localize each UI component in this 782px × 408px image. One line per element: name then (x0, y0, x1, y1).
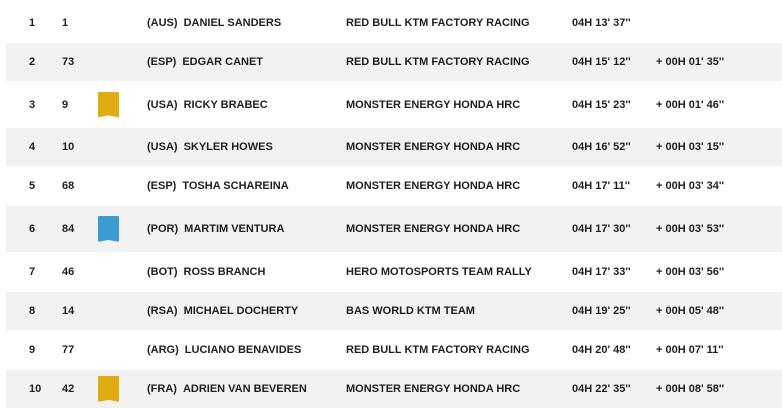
table-row[interactable] (6, 370, 782, 408)
team-name: MONSTER ENERGY HONDA HRC (346, 141, 521, 153)
badge-cell (98, 370, 119, 408)
rider-name: SKYLER HOWES (183, 141, 273, 153)
position: 9 (29, 344, 36, 356)
rider-name: ROSS BRANCH (183, 266, 266, 278)
nationality: (BOT) (147, 266, 178, 278)
rider-number: 1 (62, 16, 69, 29)
team-name: MONSTER ENERGY HONDA HRC (346, 383, 521, 395)
nationality: (AUS) (147, 16, 178, 29)
rider-number: 77 (62, 344, 75, 356)
time: 04H 19' 25'' (572, 305, 631, 317)
position: 7 (29, 266, 36, 278)
table-row[interactable] (6, 43, 782, 81)
team-name: MONSTER ENERGY HONDA HRC (346, 98, 521, 111)
nationality: (RSA) (147, 305, 178, 317)
time: 04H 20' 48'' (572, 344, 631, 356)
gap: + 00H 07' 11'' (656, 344, 724, 356)
position: 2 (29, 56, 36, 68)
rider (147, 128, 273, 166)
rider-name: ADRIEN VAN BEVEREN (182, 383, 307, 395)
position: 6 (29, 223, 36, 235)
nationality: (POR) (147, 223, 179, 235)
rider-number: 73 (62, 56, 75, 68)
yellow-flag-icon (98, 376, 119, 402)
rider-name: MICHAEL DOCHERTY (183, 305, 299, 317)
position: 5 (29, 180, 36, 192)
table-row[interactable] (6, 4, 782, 41)
team-name: BAS WORLD KTM TEAM (346, 305, 475, 317)
rider-number: 68 (62, 180, 75, 192)
nationality: (USA) (147, 98, 178, 111)
rider-number: 14 (62, 305, 75, 317)
rider (147, 331, 301, 369)
time: 04H 17' 30'' (572, 223, 631, 235)
team-name: RED BULL KTM FACTORY RACING (346, 344, 530, 356)
position: 3 (29, 98, 36, 111)
gap: + 00H 03' 56'' (656, 266, 725, 278)
position: 4 (29, 141, 36, 153)
time: 04H 17' 11'' (572, 180, 631, 192)
rider (147, 82, 268, 127)
rider-number: 42 (62, 383, 75, 395)
badge-cell (98, 206, 119, 252)
nationality: (FRA) (147, 383, 177, 395)
nationality: (USA) (147, 141, 178, 153)
rider-name: DANIEL SANDERS (183, 16, 282, 29)
rider (147, 206, 284, 252)
time: 04H 22' 35'' (572, 383, 631, 395)
gap: + 00H 03' 15'' (656, 141, 725, 153)
gap: + 00H 01' 46'' (656, 98, 725, 111)
rider (147, 253, 265, 291)
gap: + 00H 03' 53'' (656, 223, 725, 235)
table-row[interactable] (6, 253, 782, 291)
yellow-flag-icon (98, 92, 119, 118)
time: 04H 13' 37'' (572, 16, 631, 29)
gap: + 00H 08' 58'' (656, 383, 725, 395)
table-row[interactable] (6, 167, 782, 205)
nationality: (ARG) (147, 344, 179, 356)
rider-name: TOSHA SCHAREINA (182, 180, 289, 192)
rider-name: LUCIANO BENAVIDES (184, 344, 302, 356)
gap: + 00H 05' 48'' (656, 305, 725, 317)
time: 04H 15' 12'' (572, 56, 631, 68)
team-name: RED BULL KTM FACTORY RACING (346, 56, 530, 68)
team-name: RED BULL KTM FACTORY RACING (346, 16, 530, 29)
rider-number: 84 (62, 223, 75, 235)
rider-number: 10 (62, 141, 75, 153)
rider-number: 9 (62, 98, 69, 111)
team-name: HERO MOTOSPORTS TEAM RALLY (346, 266, 532, 278)
gap: + 00H 03' 34'' (656, 180, 725, 192)
time: 04H 15' 23'' (572, 98, 631, 111)
table-row[interactable] (6, 128, 782, 166)
time: 04H 17' 33'' (572, 266, 631, 278)
table-row[interactable] (6, 82, 782, 127)
badge-cell (98, 82, 119, 127)
blue-flag-icon (98, 216, 119, 242)
rider (147, 167, 289, 205)
rider (147, 43, 263, 81)
rider (147, 370, 307, 408)
nationality: (ESP) (147, 180, 177, 192)
table-row[interactable] (6, 331, 782, 369)
rider (147, 292, 298, 330)
position: 1 (29, 16, 36, 29)
position: 10 (29, 383, 42, 395)
table-row[interactable] (6, 206, 782, 252)
position: 8 (29, 305, 36, 317)
rider-number: 46 (62, 266, 75, 278)
table-row[interactable] (6, 292, 782, 330)
nationality: (ESP) (147, 56, 177, 68)
time: 04H 16' 52'' (572, 141, 631, 153)
rider-name: MARTIM VENTURA (184, 223, 285, 235)
rider-name: EDGAR CANET (182, 56, 264, 68)
rider-name: RICKY BRABEC (183, 98, 268, 111)
team-name: MONSTER ENERGY HONDA HRC (346, 223, 521, 235)
team-name: MONSTER ENERGY HONDA HRC (346, 180, 521, 192)
rider (147, 4, 281, 41)
gap: + 00H 01' 35'' (656, 56, 725, 68)
